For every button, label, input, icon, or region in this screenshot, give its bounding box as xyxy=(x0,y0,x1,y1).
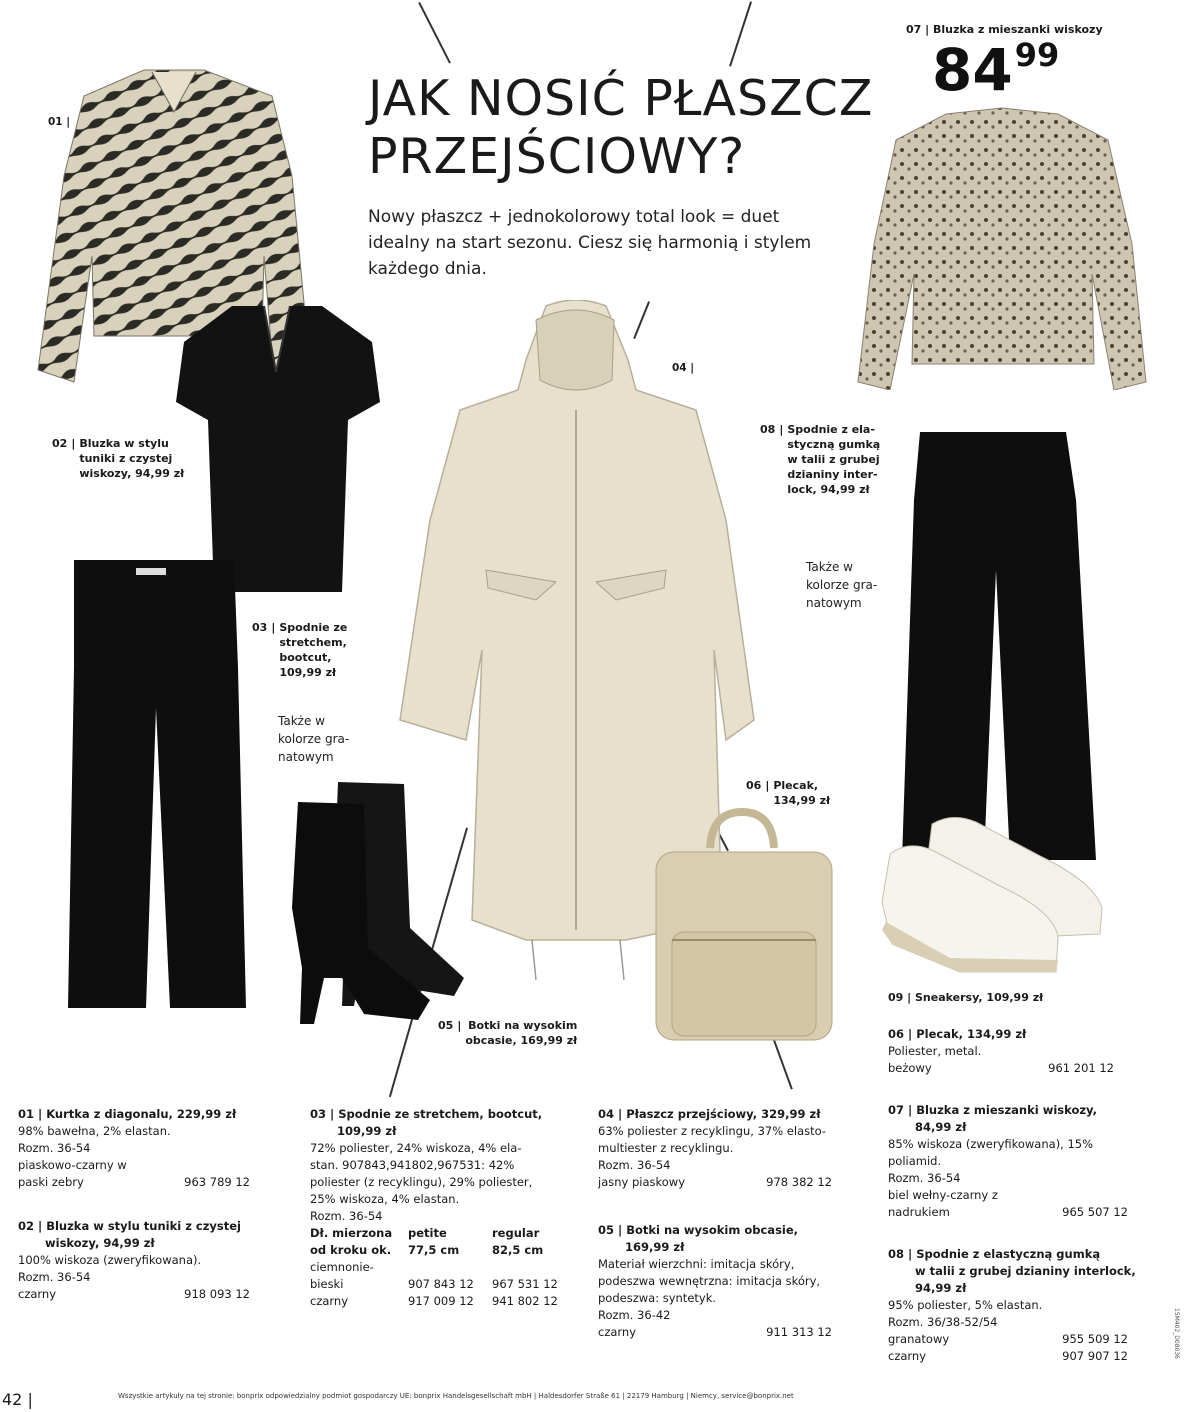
detail-line: 85% wiskoza (zweryfikowana), 15% xyxy=(888,1137,1094,1151)
detail-line: 100% wiskoza (zweryfikowana). xyxy=(18,1253,202,1267)
black-tunic-image xyxy=(172,302,382,594)
detail-code: 911 313 12 xyxy=(766,1325,832,1339)
detail-03 xyxy=(310,1106,570,1310)
label-line: w talii z grubej xyxy=(787,453,880,466)
detail-line: stan. 907843,941802,967531: 42% xyxy=(310,1158,515,1172)
item-number: 08 xyxy=(760,423,776,436)
label-line: Sneakersy, 109,99 zł xyxy=(915,991,1044,1004)
detail-line: Rozm. 36-54 xyxy=(598,1158,671,1172)
detail-07 xyxy=(888,1102,1128,1221)
note-line: natowym xyxy=(806,596,862,610)
pointer-line xyxy=(730,2,752,67)
label-05: 05 | Botki na wysokim obcasie, 169,99 zł xyxy=(438,1019,578,1047)
label-line: obcasie, 169,99 zł xyxy=(465,1034,578,1047)
title-line: PRZEJŚCIOWY? xyxy=(368,128,746,185)
detail-heading: w talii z grubej dzianiny interlock, xyxy=(915,1264,1136,1278)
item-number: 02 xyxy=(52,437,68,450)
label-line: Plecak, xyxy=(773,779,819,792)
detail-heading: 02 | Bluzka w stylu tuniki z czystej xyxy=(18,1219,242,1233)
detail-code: 965 507 12 xyxy=(1062,1205,1128,1219)
detail-color: beżowy xyxy=(888,1061,932,1075)
detail-color: jasny piaskowy xyxy=(598,1175,686,1189)
label-line: Spodnie ze xyxy=(279,621,348,634)
black-trousers-image xyxy=(66,558,246,1012)
detail-heading: 06 | Plecak, 134,99 zł xyxy=(888,1027,1027,1041)
item-number: 09 xyxy=(888,991,904,1004)
label-06: 06 | Plecak, 134,99 zł xyxy=(746,779,831,807)
detail-color: czarny xyxy=(598,1325,637,1339)
detail-line: biel wełny-czarny z xyxy=(888,1188,998,1202)
highlight-price xyxy=(932,36,1059,104)
pointer-line xyxy=(419,2,451,63)
detail-color: czarny xyxy=(18,1287,57,1301)
size-table-row: czarny 917 009 12 941 802 12 xyxy=(310,1294,558,1308)
detail-line: piaskowo-czarny w xyxy=(18,1158,127,1172)
title-line: JAK NOSIĆ PŁASZCZ xyxy=(368,70,874,127)
page-title xyxy=(368,70,873,186)
price-main: 84 xyxy=(932,36,1013,104)
detail-code: 963 789 12 xyxy=(184,1175,250,1189)
detail-06 xyxy=(888,1026,1114,1077)
intro-text: Nowy płaszcz + jednokolorowy total look = duet idealny na start sezonu. Ciesz się harmonią i stylem każdego dnia. xyxy=(368,207,812,279)
label-line: dzianiny inter- xyxy=(787,468,878,481)
detail-08 xyxy=(888,1246,1158,1365)
label-line: lock, 94,99 zł xyxy=(787,483,870,496)
label-line: Bluzka w stylu xyxy=(79,437,169,450)
leopard-blouse-image xyxy=(856,104,1148,390)
detail-heading: 03 | Spodnie ze stretchem, bootcut, xyxy=(310,1107,543,1121)
sneakers-image xyxy=(880,812,1106,980)
label-line: tuniki z czystej xyxy=(79,452,173,465)
detail-line: 98% bawełna, 2% elastan. xyxy=(18,1124,171,1138)
legal-footer: Wszystkie artykuły na tej stronie: bonprix odpowiedzialny podmiot gospodarczy UE: bonprix Handelsgesellschaft mbH | Haldesdorfer Straße 61 | 22179 Hamburg | Niemcy, service@bonprix.net xyxy=(118,1392,794,1400)
detail-line: 25% wiskoza, 4% elastan. xyxy=(310,1192,460,1206)
detail-heading: wiskozy, 94,99 zł xyxy=(45,1236,155,1250)
label-line: bootcut, xyxy=(279,651,332,664)
detail-line: Rozm. 36-42 xyxy=(598,1308,671,1322)
detail-02 xyxy=(18,1218,250,1303)
detail-code: 978 382 12 xyxy=(766,1175,832,1189)
label-02: 02 | Bluzka w stylu tuniki z czystej wiskozy, 94,99 zł xyxy=(52,437,185,480)
label-line: stretchem, xyxy=(279,636,347,649)
label-03: 03 | Spodnie ze stretchem, bootcut, 109,99 zł xyxy=(252,621,348,679)
item-number: 05 xyxy=(438,1019,454,1032)
detail-line: multiester z recyklingu. xyxy=(598,1141,734,1155)
detail-04 xyxy=(598,1106,832,1191)
highlight-label: 07 | Bluzka z mieszanki wiskozy xyxy=(906,23,1103,36)
note-line: natowym xyxy=(278,750,334,764)
label-line: wiskozy, 94,99 zł xyxy=(79,467,185,480)
detail-line: Poliester, metal. xyxy=(888,1044,982,1058)
detail-line: 63% poliester z recyklingu, 37% elasto- xyxy=(598,1124,827,1138)
detail-01 xyxy=(18,1106,250,1191)
backpack-image xyxy=(650,808,838,1044)
detail-line: Rozm. 36/38-52/54 xyxy=(888,1315,998,1329)
detail-heading: 94,99 zł xyxy=(915,1281,967,1295)
detail-line: poliamid. xyxy=(888,1154,942,1168)
side-code: 15M402_D08036 xyxy=(1173,1308,1180,1359)
note-line: Także w xyxy=(806,560,853,574)
detail-color: czarny xyxy=(888,1349,927,1363)
detail-line: Rozm. 36-54 xyxy=(18,1141,91,1155)
label-line: Botki na wysokim xyxy=(468,1019,578,1032)
detail-line: podeszwa wewnętrzna: imitacja skóry, xyxy=(598,1274,821,1288)
item-label: Bluzka z mieszanki wiskozy xyxy=(933,23,1103,36)
item-number-01: 01 | xyxy=(48,116,71,128)
boots-image xyxy=(284,778,474,1024)
detail-line: Rozm. 36-54 xyxy=(888,1171,961,1185)
page-number: 42 | xyxy=(2,1390,33,1409)
detail-color: granatowy xyxy=(888,1332,950,1346)
color-note-03 xyxy=(278,712,349,766)
detail-heading: 169,99 zł xyxy=(625,1240,685,1254)
detail-code: 918 093 12 xyxy=(184,1287,250,1301)
color-note-08 xyxy=(806,558,877,612)
detail-heading: 08 | Spodnie z elastyczną gumką xyxy=(888,1247,1101,1261)
detail-05 xyxy=(598,1222,832,1341)
detail-code: 955 509 12 xyxy=(1062,1332,1128,1346)
detail-line: Rozm. 36-54 xyxy=(18,1270,91,1284)
black-wide-trousers-image xyxy=(900,430,1096,862)
detail-color: nadrukiem xyxy=(888,1205,950,1219)
label-line: 109,99 zł xyxy=(279,666,337,679)
item-number-04: 04 | xyxy=(672,362,695,374)
label-09: 09 | Sneakersy, 109,99 zł xyxy=(888,991,1044,1004)
item-number: 03 xyxy=(252,621,268,634)
pointer-line xyxy=(774,1040,793,1089)
detail-line: Materiał wierzchni: imitacja skóry, xyxy=(598,1257,795,1271)
detail-code: 907 907 12 xyxy=(1062,1349,1128,1363)
label-line: styczną gumką xyxy=(787,438,881,451)
detail-heading: 109,99 zł xyxy=(337,1124,397,1138)
item-number: 06 xyxy=(746,779,762,792)
size-table-row: bieski 907 843 12 967 531 12 xyxy=(310,1277,558,1291)
size-table-row: ciemnonie- xyxy=(310,1260,374,1274)
label-line: 134,99 zł xyxy=(773,794,831,807)
label-line: Spodnie z ela- xyxy=(787,423,875,436)
detail-line: 95% poliester, 5% elastan. xyxy=(888,1298,1043,1312)
detail-heading: 84,99 zł xyxy=(915,1120,967,1134)
detail-line: podeszwa: syntetyk. xyxy=(598,1291,717,1305)
detail-line: poliester (z recyklingu), 29% poliester, xyxy=(310,1175,533,1189)
detail-heading: 01 | Kurtka z diagonalu, 229,99 zł xyxy=(18,1107,237,1121)
size-table-header: Dł. mierzona od kroku ok. petite 77,5 cm regular 82,5 cm xyxy=(310,1226,544,1257)
price-cents: 99 xyxy=(1014,36,1060,74)
detail-heading: 05 | Botki na wysokim obcasie, xyxy=(598,1223,799,1237)
item-number: 07 xyxy=(906,23,922,36)
detail-code: 961 201 12 xyxy=(1048,1061,1114,1075)
label-08: 08 | Spodnie z ela- styczną gumką w talii z grubej dzianiny inter- lock, 94,99 zł xyxy=(760,423,881,496)
note-line: kolorze gra- xyxy=(278,732,350,746)
note-line: Także w xyxy=(278,714,325,728)
detail-color: paski zebry xyxy=(18,1175,84,1189)
note-line: kolorze gra- xyxy=(806,578,878,592)
detail-line: 72% poliester, 24% wiskoza, 4% ela- xyxy=(310,1141,522,1155)
detail-heading: 04 | Płaszcz przejściowy, 329,99 zł xyxy=(598,1107,821,1121)
detail-heading: 07 | Bluzka z mieszanki wiskozy, xyxy=(888,1103,1098,1117)
detail-line: Rozm. 36-54 xyxy=(310,1209,383,1223)
